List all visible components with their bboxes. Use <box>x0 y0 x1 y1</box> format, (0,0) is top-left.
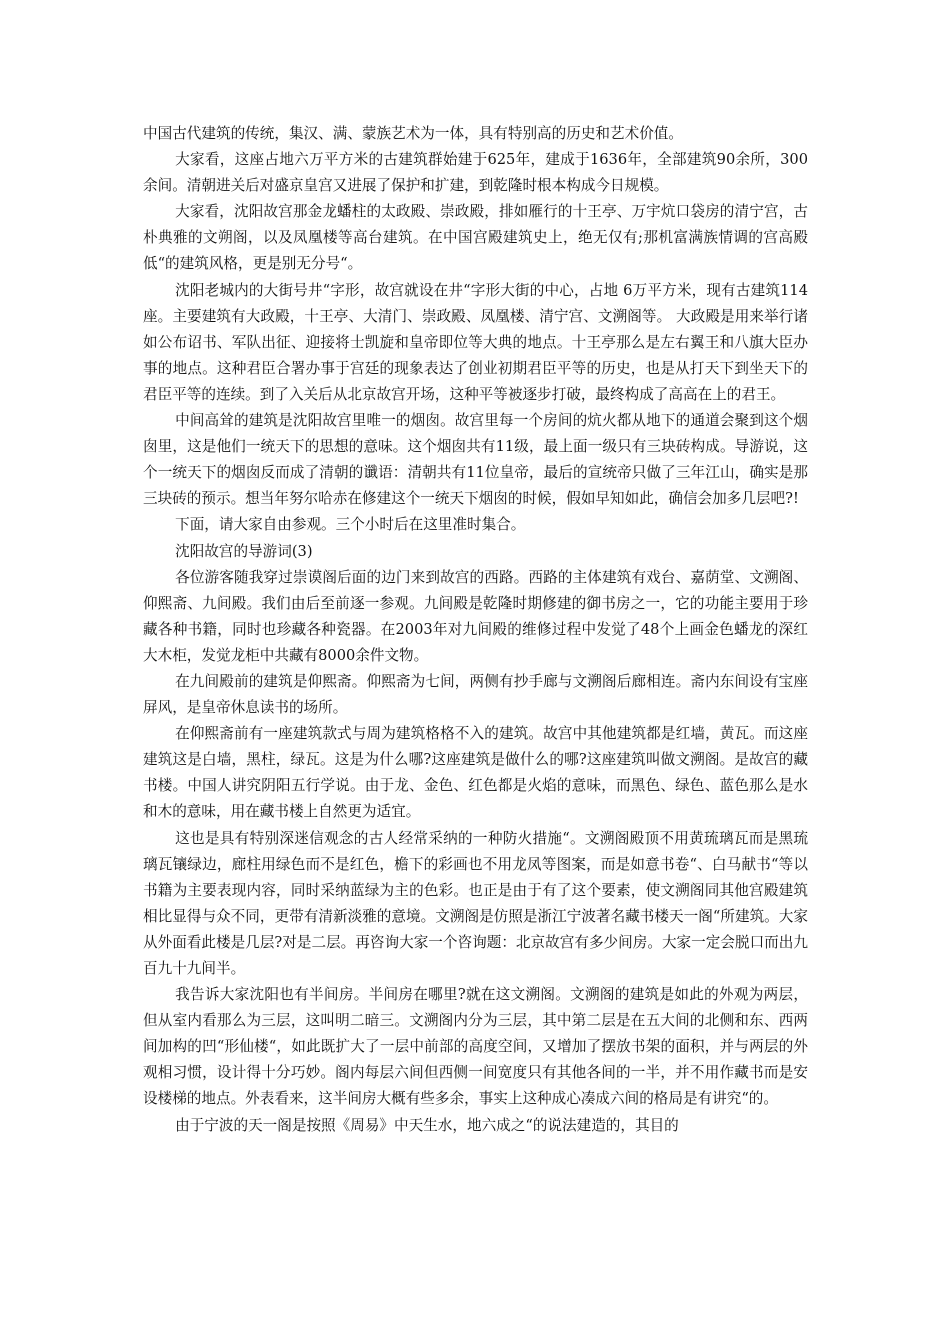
paragraph: 下面，请大家自由参观。三个小时后在这里准时集合。 <box>175 516 526 534</box>
document-page <box>143 121 808 1139</box>
paragraph: 大家看，沈阳故宫那金龙蟠柱的太政殿、崇政殿，排如雁行的十王亭、万宇炕口袋房的清宁宫，古朴典雅的文朔阁，以及凤凰楼等高台建筑。在中国宫殿建筑史上，绝无仅有;那机富满族情调的宫高殿低“的建筑风格，更是别无分号“。 <box>143 203 808 273</box>
paragraph: 这也是具有特别深迷信观念的古人经常采纳的一种防火措施“。文溯阁殿顶不用黄琉璃瓦而是黑琉璃瓦镶绿边，廊柱用绿色而不是红色，檐下的彩画也不用龙凤等图案，而是如意书卷“、白马献书“等以书籍为主要表现内容，同时采纳蓝绿为主的色彩。也正是由于有了这个要素，使文溯阁同其他宫殿建筑相比显得与众不同，更带有清新淡雅的意境。文溯阁是仿照是浙江宁波著名藏书楼天一阁“所建筑。大家从外面看此楼是几层?对是二层。再咨询大家一个咨询题：北京故宫有多少间房。大家一定会脱口而出九百九十九间半。 <box>143 829 808 977</box>
paragraph: 在九间殿前的建筑是仰熙斋。仰熙斋为七间，两侧有抄手廊与文溯阁后廊相连。斋内东间设有宝座屏风，是皇帝休息读书的场所。 <box>143 672 808 717</box>
paragraph: 我告诉大家沈阳也有半间房。半间房在哪里?就在这文溯阁。文溯阁的建筑是如此的外观为两层，但从室内看那么为三层，这叫明二暗三。文溯阁内分为三层，其中第二层是在五大间的北侧和东、西两间加构的凹“形仙楼“，如此既扩大了一层中前部的高度空间，又增加了摆放书架的面积，并与两层的外观相习惯，设计得十分巧妙。阁内每层六间但西侧一间宽度只有其他各间的一半，并不用作藏书而是安设楼梯的地点。外表看来，这半间房大概有些多余，事实上这种成心凑成六间的格局是有讲究“的。 <box>143 986 808 1108</box>
paragraph: 在仰熙斋前有一座建筑款式与周为建筑格格不入的建筑。故宫中其他建筑都是红墙，黄瓦。而这座建筑这是白墙，黑柱，绿瓦。这是为什么哪?这座建筑是做什么的哪?这座建筑叫做文溯阁。是故宫的藏书楼。中国人讲究阴阳五行学说。由于龙、金色、红色都是火焰的意味，而黑色、绿色、蓝色那么是水和木的意味，用在藏书楼上自然更为适宜。 <box>143 725 808 821</box>
paragraph: 中间高耸的建筑是沈阳故宫里唯一的烟囱。故宫里每一个房间的炕火都从地下的通道会聚到这个烟囱里，这是他们一统天下的思想的意味。这个烟囱共有11级，最上面一级只有三块砖构成。导游说，这个一统天下的烟囱反而成了清朝的谶语：清朝共有11位皇帝，最后的宣统帝只做了三年江山，确实是那三块砖的预示。想当年努尔哈赤在修建这个一统天下烟囱的时候，假如早知如此，确信会加多几层吧?! <box>143 412 808 508</box>
section-heading: 沈阳故宫的导游词(3) <box>175 542 313 560</box>
paragraph: 沈阳老城内的大街号井“字形，故宫就设在井“字形大街的中心，占地 6万平方米，现有古建筑114座。主要建筑有大政殿，十王亭、大清门、崇政殿、凤凰楼、清宁宫、文溯阁等。 大政殿是用来举行诸如公布诏书、军队出征、迎接将士凯旋和皇帝即位等大典的地点。十王亭那么是左右翼王和八旗大臣办事的地点。这种君臣合署办事于宫廷的现象表达了创业初期君臣平等的历史，也是从打天下到坐天下的君臣平等的连续。到了入关后从北京故宫开场，这种平等被逐步打破，最终构成了高高在上的君王。 <box>143 281 808 403</box>
paragraph: 各位游客随我穿过崇谟阁后面的边门来到故宫的西路。西路的主体建筑有戏台、嘉荫堂、文溯阁、仰熙斋、九间殿。我们由后至前逐一参观。九间殿是乾隆时期修建的御书房之一，它的功能主要用于珍藏各种书籍，同时也珍藏各种瓷器。在2003年对九间殿的维修过程中发觉了48个上画金色蟠龙的深红大木柜，发觉龙柜中共藏有8000余件文物。 <box>143 568 808 664</box>
paragraph: 由于宁波的天一阁是按照《周易》中天生水，地六成之“的说法建造的，其目的 <box>175 1116 679 1134</box>
paragraph: 中国古代建筑的传统，集汉、满、蒙族艺术为一体，具有特别高的历史和艺术价值。 <box>143 125 683 142</box>
paragraph: 大家看，这座占地六万平方米的古建筑群始建于625年，建成于1636年，全部建筑90余所，300余间。清朝进关后对盛京皇宫又进展了保护和扩建，到乾隆时根本构成今日规模。 <box>143 151 808 195</box>
